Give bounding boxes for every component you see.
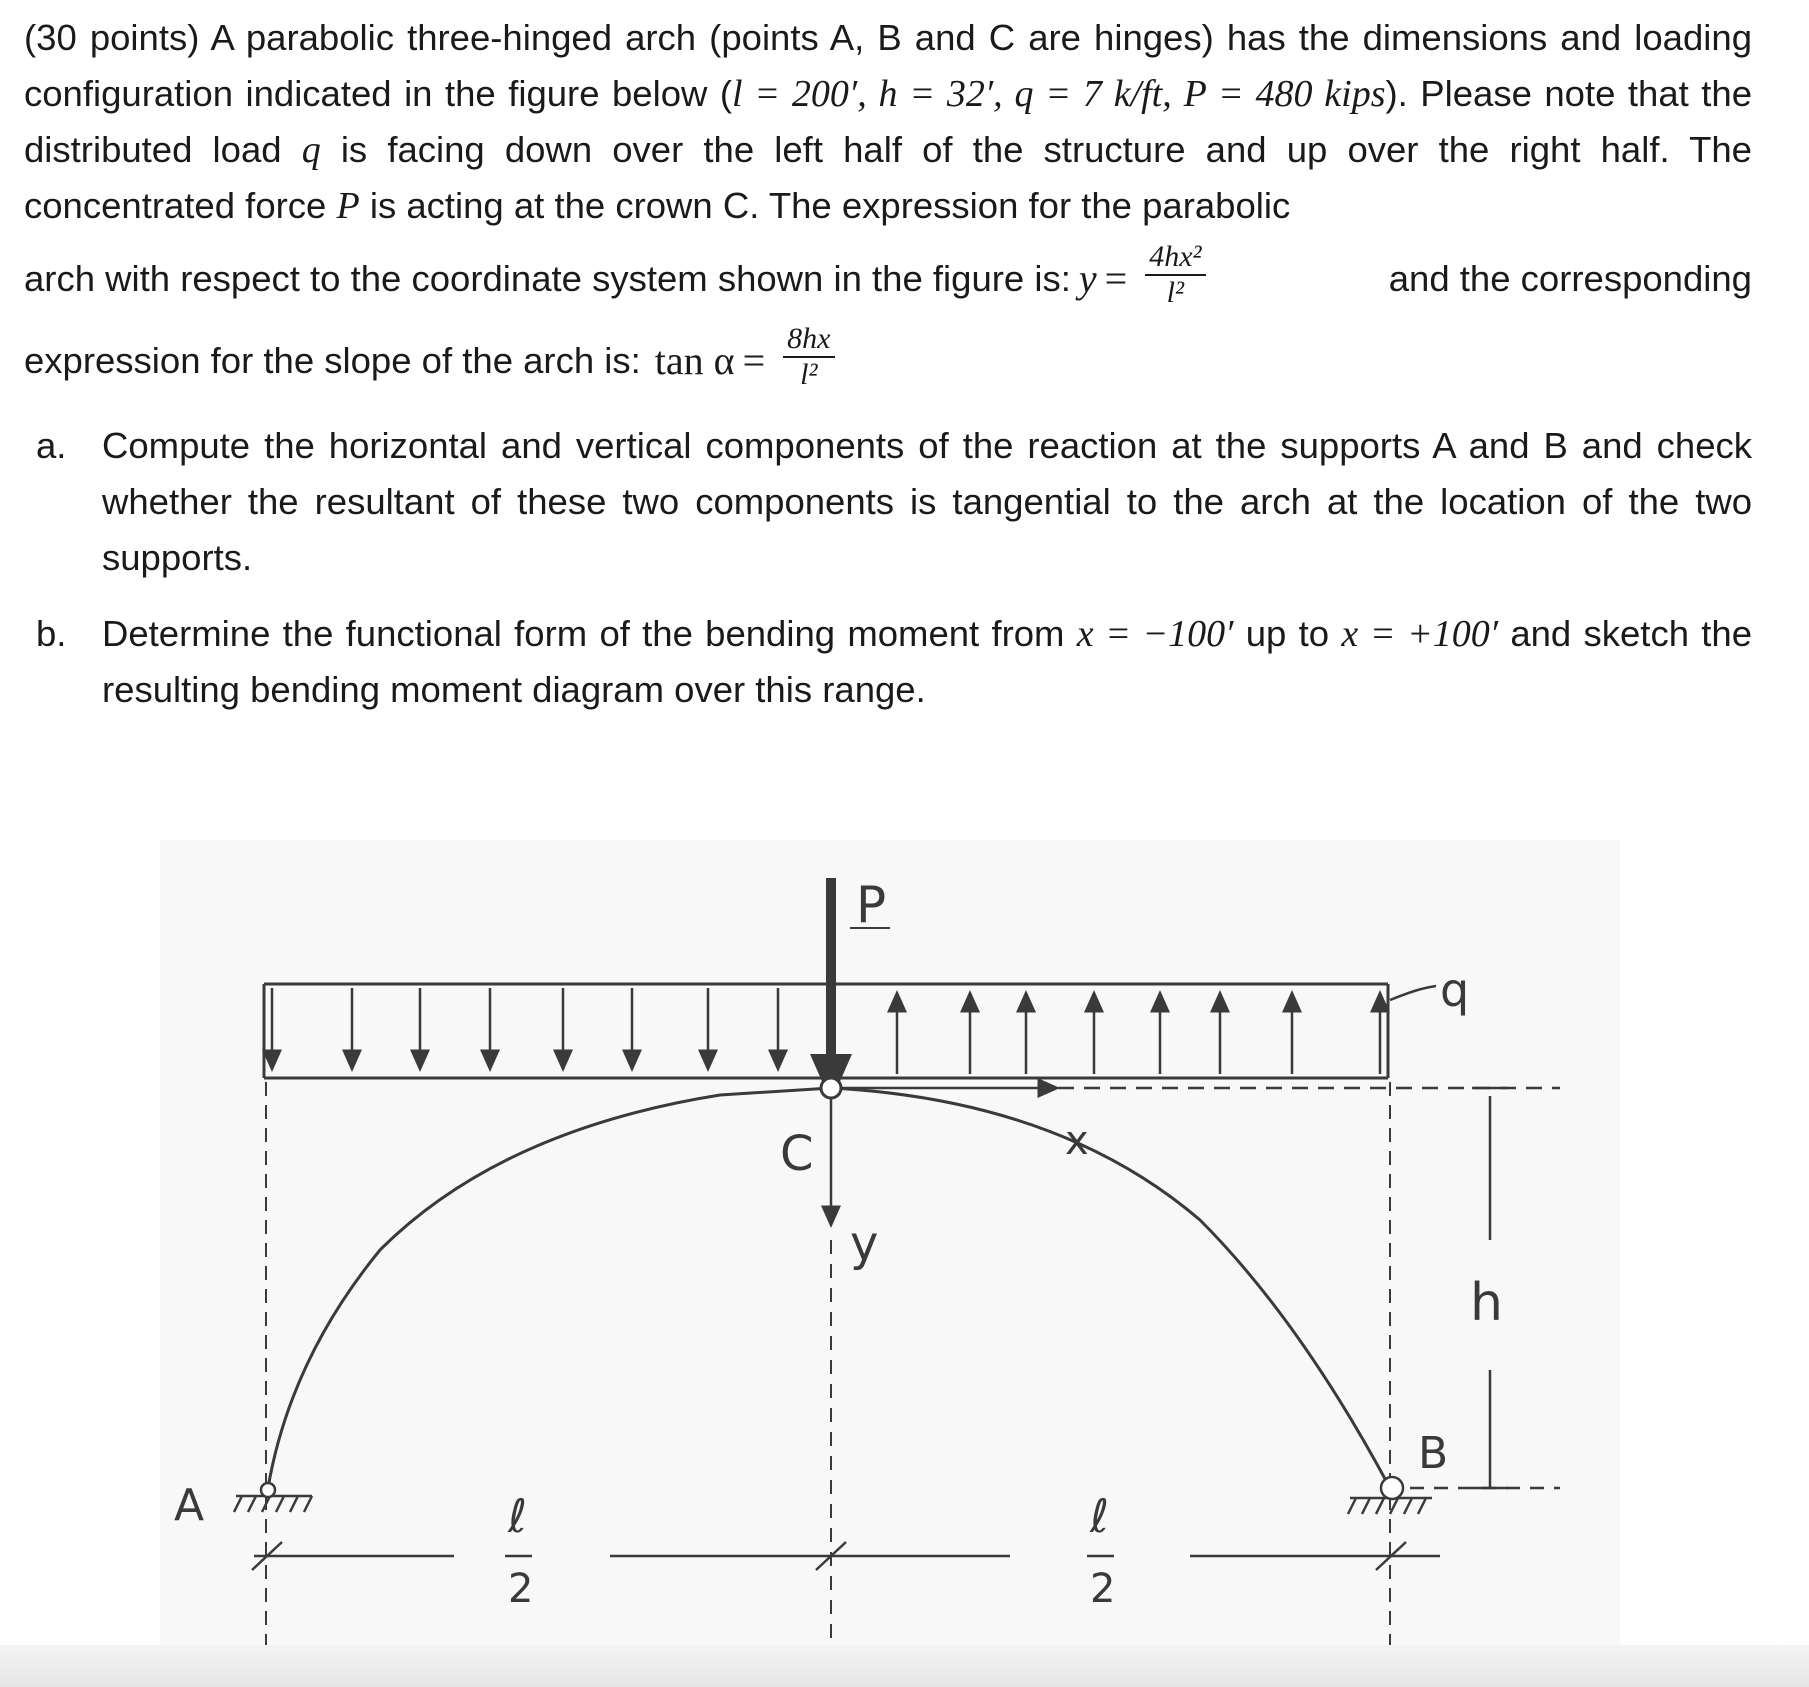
down-load-arrows [272, 988, 778, 1062]
label-P: P [856, 876, 887, 934]
intro-part-4: is acting at the crown C. The expression for the parabolic [359, 185, 1291, 226]
arch-fraction [1145, 240, 1205, 310]
bottom-shadow [0, 1645, 1809, 1687]
arch-expression-tail: and the corresponding [1388, 258, 1752, 299]
question-marker: b. [36, 613, 67, 654]
arch-expression-lead: arch with respect to the coordinate system shown in the figure is: [24, 258, 1071, 299]
p-symbol: P [336, 185, 360, 227]
intro-part-1: (30 points) A parabolic three-hinged arch (points A, B and C are hinges) has the dimensions and loading configuration indicated in the figure below ( [24, 17, 1752, 114]
slope-expression-lead: expression for the slope of the arch is: [24, 340, 641, 381]
hinge-C [821, 1078, 841, 1098]
label-A: A [174, 1480, 205, 1531]
point-load-shaft [826, 878, 836, 1062]
right-half-span-label [1087, 1489, 1115, 1612]
svg-text:ℓ: ℓ [1090, 1489, 1110, 1543]
q-label-group [1390, 963, 1469, 1017]
arch-curve [268, 1088, 1390, 1488]
intro-part-2: ). Please note that the distributed load [24, 73, 1752, 170]
slope-equation-line [24, 322, 1752, 396]
label-q: q [1440, 963, 1470, 1017]
given-parameters: l = 200′, h = 32′, q = 7 k/ft, P = 480 kips [732, 73, 1386, 115]
slope-fraction-numerator: 8hx [783, 322, 834, 358]
equals-sign-2: = [742, 338, 766, 383]
svg-text:2: 2 [1090, 1566, 1116, 1612]
label-x: x [1065, 1118, 1089, 1164]
arch-fraction-numerator: 4hx² [1145, 240, 1205, 276]
x-axis [836, 1088, 1560, 1164]
question-text-part-2: up to [1233, 613, 1342, 654]
intro-part-3: is facing down over the left half of the structure and up over the right half. The concentrated force [24, 129, 1752, 226]
label-h: h [1470, 1273, 1503, 1333]
arch-fraction-denominator: l² [1166, 276, 1185, 309]
question-list [24, 418, 1752, 718]
arch-diagram [160, 840, 1620, 1687]
y-axis [831, 1098, 878, 1660]
support-A [234, 1483, 312, 1512]
question-b [24, 606, 1752, 718]
equals-sign: = [1104, 256, 1128, 301]
svg-text:2: 2 [508, 1566, 534, 1612]
q-symbol: q [301, 129, 321, 171]
problem-statement [24, 10, 1752, 234]
arch-equation-line [24, 240, 1752, 314]
label-B: B [1418, 1428, 1449, 1479]
tan-alpha: tan α [654, 338, 735, 383]
problem-document [24, 10, 1752, 738]
label-C: C [780, 1126, 814, 1182]
range-start: x = −100′ [1076, 613, 1234, 655]
question-marker: a. [36, 425, 67, 466]
slope-fraction [783, 322, 834, 392]
y-variable: y [1078, 256, 1097, 301]
point-load-P [810, 876, 890, 1102]
arch-figure [160, 840, 1620, 1687]
span-dimension [252, 1542, 1440, 1570]
slope-fraction-denominator: l² [800, 358, 818, 391]
left-half-span-label [505, 1489, 533, 1612]
up-load-arrows [897, 1000, 1380, 1074]
question-text-part-3: and sketch the resulting bending moment diagram over this range. [102, 613, 1753, 710]
question-text-part-1: Determine the functional form of the bending moment from [102, 613, 1077, 654]
svg-text:ℓ: ℓ [508, 1489, 528, 1543]
question-text: Compute the horizontal and vertical components of the reaction at the supports A and B and check whether the resultant of these two components is tangential to the arch at the location of the two supports. [102, 425, 1752, 578]
question-a [24, 418, 1752, 586]
label-y: y [850, 1216, 879, 1272]
range-end: x = +100′ [1341, 613, 1499, 655]
